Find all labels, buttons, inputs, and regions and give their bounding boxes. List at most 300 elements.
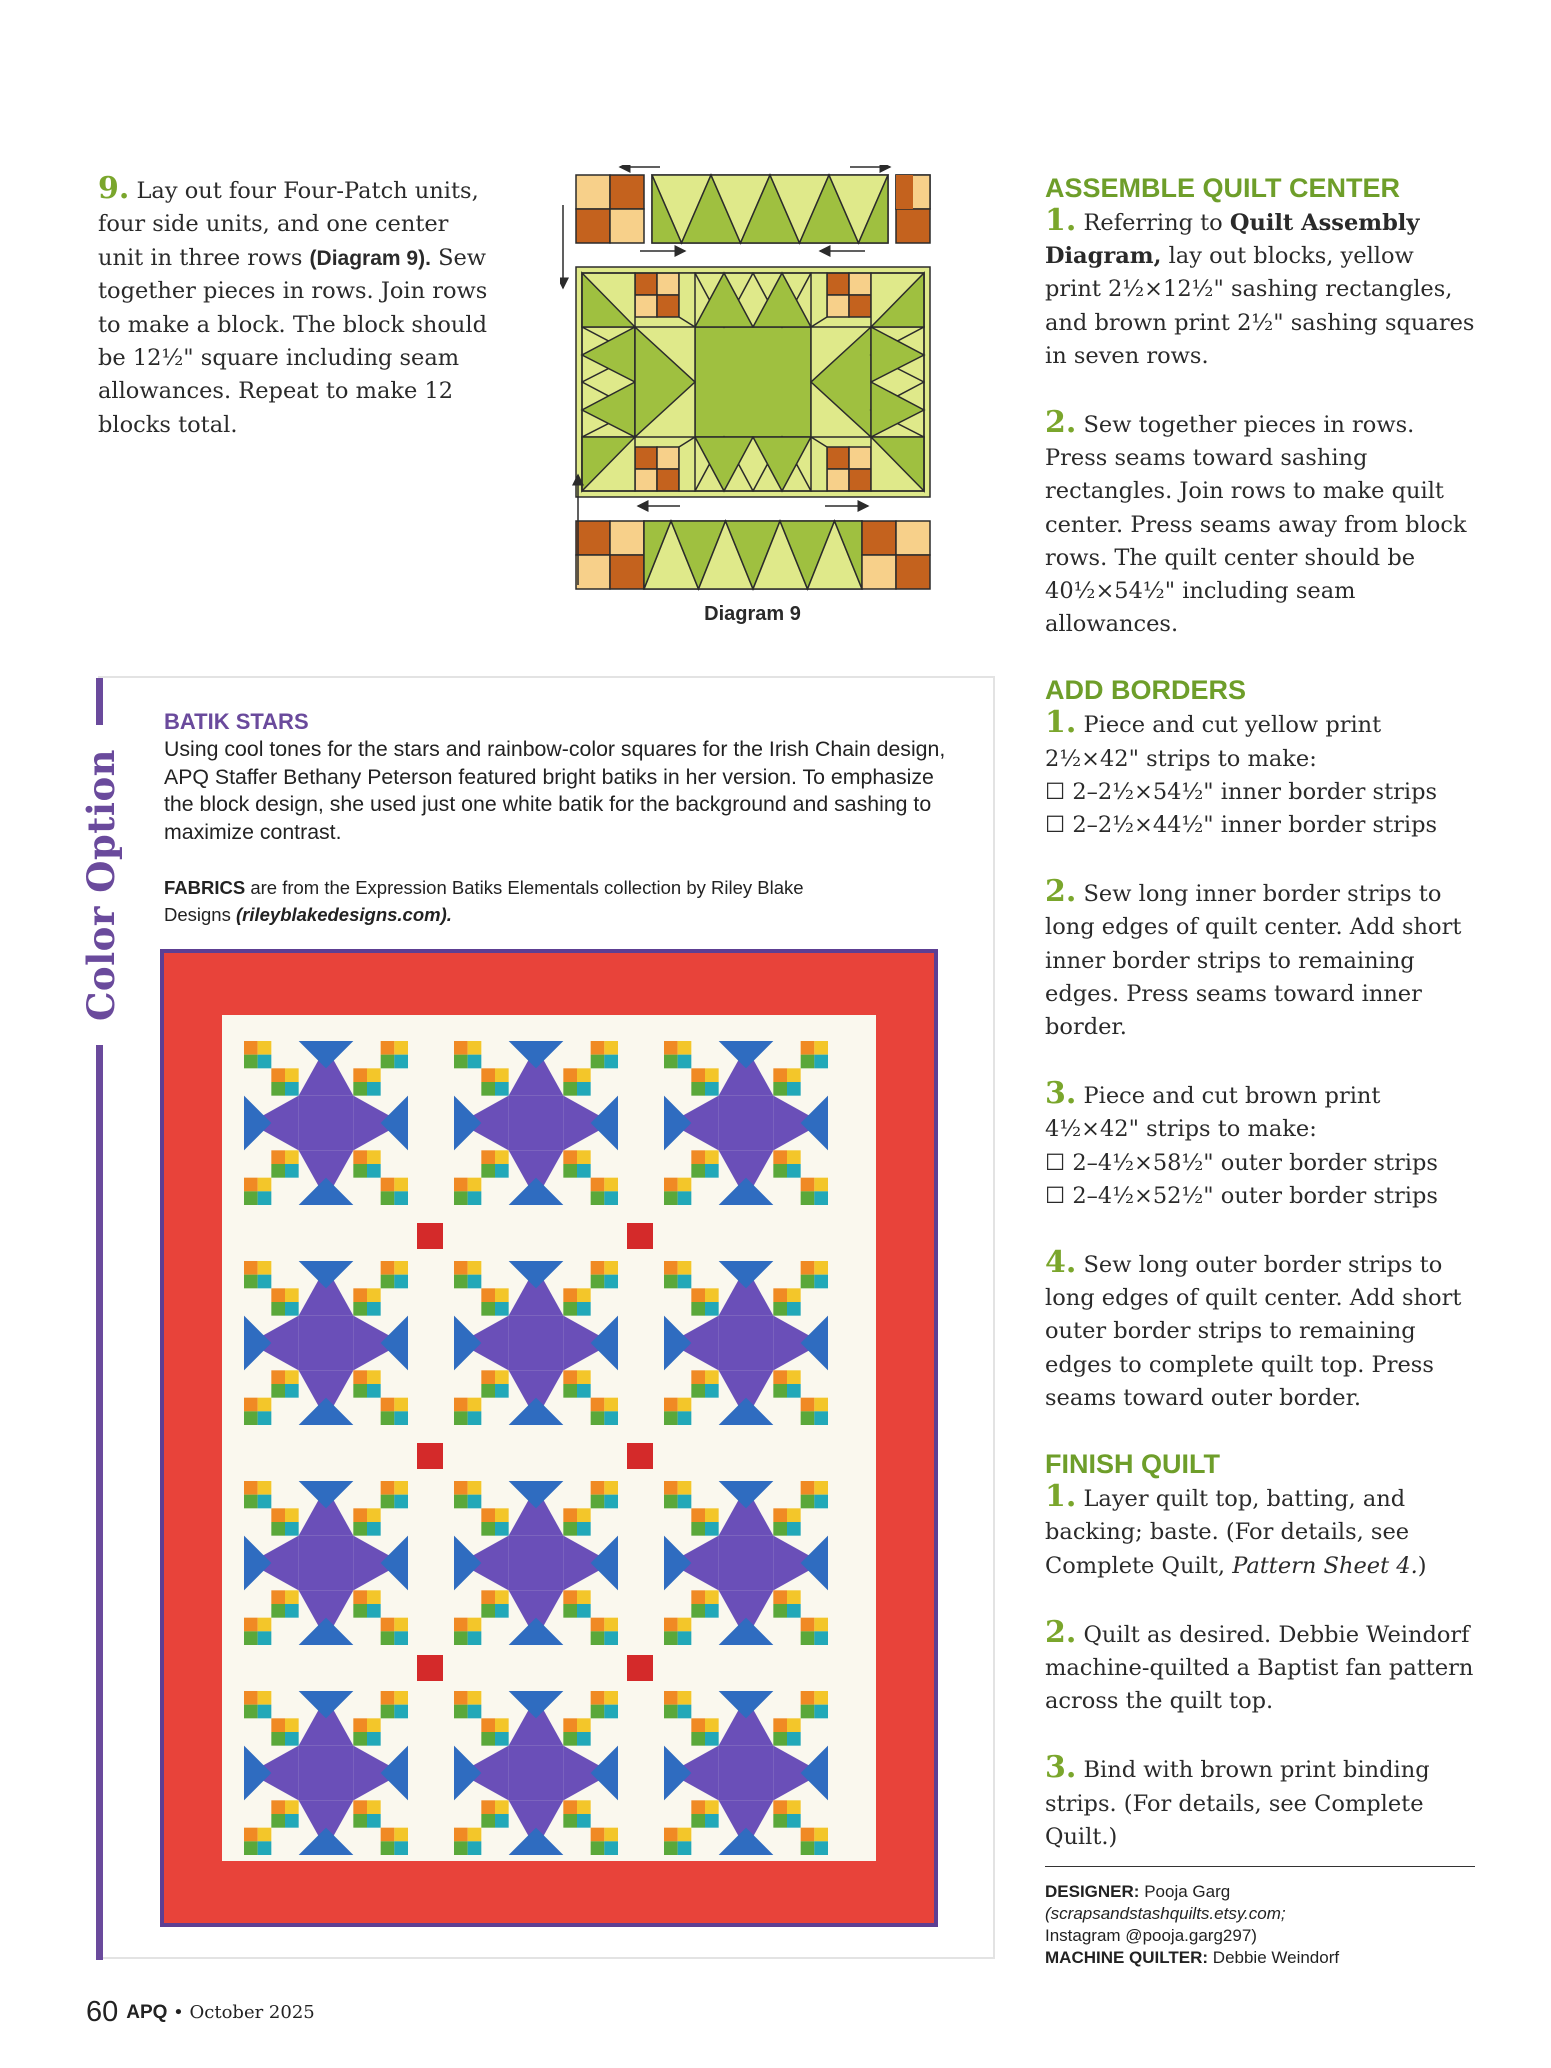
fabrics-label: FABRICS [164,877,246,898]
rainbow-square [258,1495,272,1509]
rainbow-square [244,1631,258,1645]
rainbow-square [258,1841,272,1855]
rainbow-square [814,1481,828,1495]
cut-list-item: ☐ 2–2½×44½" inner border strips [1045,812,1438,839]
rainbow-square [454,1261,468,1275]
rainbow-square [563,1068,577,1082]
step-text: Bind with brown print binding strips. (For details, see Complete Quilt.) [1045,1757,1430,1850]
step-number: 1. [1045,705,1077,741]
rainbow-square [664,1398,678,1412]
rainbow-square [801,1705,815,1719]
rainbow-square [577,1164,591,1178]
rainbow-square [678,1841,692,1855]
rainbow-square [678,1191,692,1205]
rainbow-square [454,1841,468,1855]
rainbow-square [258,1055,272,1069]
rainbow-square [577,1508,591,1522]
rainbow-square [495,1082,509,1096]
fabrics-credit [164,874,864,928]
diagram-reference: (Diagram 9). [309,246,431,270]
rainbow-square [367,1732,381,1746]
sashing-square [417,1223,443,1249]
rainbow-square [773,1604,787,1618]
rainbow-square [705,1604,719,1618]
step-text: Piece and cut brown print 4½×42" strips to make: [1045,1083,1381,1143]
rainbow-square [678,1481,692,1495]
rainbow-square [678,1261,692,1275]
footer-separator: • [167,2002,190,2023]
rainbow-square [678,1495,692,1509]
star-center [719,1746,774,1801]
rainbow-square [705,1150,719,1164]
rainbow-square [394,1495,408,1509]
rainbow-square [563,1370,577,1384]
rainbow-square [244,1411,258,1425]
rainbow-square [801,1828,815,1842]
rainbow-square [801,1618,815,1632]
rainbow-square [454,1398,468,1412]
rainbow-square [271,1370,285,1384]
rainbow-square [394,1618,408,1632]
step-number: 1. [1045,1479,1077,1515]
rainbow-square [801,1841,815,1855]
rainbow-square [244,1481,258,1495]
rainbow-square [577,1370,591,1384]
rainbow-square [787,1590,801,1604]
star-center [719,1096,774,1151]
rainbow-square [705,1718,719,1732]
rainbow-square [814,1631,828,1645]
rainbow-square [258,1261,272,1275]
rainbow-square [787,1082,801,1096]
rainbow-square [773,1302,787,1316]
rainbow-square [577,1522,591,1536]
rainbow-square [678,1411,692,1425]
rainbow-square [591,1481,605,1495]
step-text: Referring to [1076,210,1230,236]
page-footer [86,1996,315,2029]
rainbow-square [495,1370,509,1384]
rainbow-square [244,1705,258,1719]
rainbow-square [563,1384,577,1398]
rainbow-square [481,1522,495,1536]
rainbow-square [787,1288,801,1302]
rainbow-square [244,1041,258,1055]
rainbow-square [563,1718,577,1732]
rainbow-square [285,1800,299,1814]
rainbow-square [468,1191,482,1205]
rainbow-square [801,1191,815,1205]
rainbow-square [454,1705,468,1719]
rainbow-square [285,1718,299,1732]
sashing-square [627,1443,653,1469]
rainbow-square [381,1261,395,1275]
rainbow-square [367,1082,381,1096]
rainbow-square [563,1150,577,1164]
rainbow-square [367,1302,381,1316]
rainbow-square [381,1275,395,1289]
rainbow-square [244,1618,258,1632]
rainbow-square [787,1164,801,1178]
issue-date: October 2025 [189,2002,315,2023]
rainbow-square [244,1261,258,1275]
diagram-9 [560,165,945,635]
rainbow-square [285,1384,299,1398]
rainbow-square [705,1164,719,1178]
rainbow-square [577,1814,591,1828]
rainbow-square [787,1800,801,1814]
rainbow-square [367,1590,381,1604]
rainbow-square [271,1800,285,1814]
rainbow-square [271,1718,285,1732]
rainbow-square [468,1691,482,1705]
rainbow-square [244,1275,258,1289]
rainbow-square [814,1618,828,1632]
step-text: Sew together pieces in rows. Press seams toward sashing rectangles. Join rows to make quilt center. Press seams away from block rows. The quilt center should be 40½×54½" including seam allowances. [1045,412,1467,638]
rainbow-square [468,1828,482,1842]
rainbow-square [604,1055,618,1069]
rainbow-square [353,1508,367,1522]
step-text: Piece and cut yellow print 2½×42" strips to make: [1045,712,1382,772]
rainbow-square [604,1841,618,1855]
rainbow-square [244,1691,258,1705]
rainbow-square [454,1481,468,1495]
rainbow-square [814,1841,828,1855]
rainbow-square [481,1288,495,1302]
rainbow-square [591,1411,605,1425]
rainbow-square [691,1522,705,1536]
rainbow-square [664,1411,678,1425]
step-bold-reference: Quilt Assembly Diagram, [1045,210,1420,270]
rainbow-square [353,1384,367,1398]
rainbow-square [691,1590,705,1604]
magazine-brand: APQ [126,2002,168,2023]
rainbow-square [244,1495,258,1509]
rainbow-square [814,1055,828,1069]
rainbow-square [454,1275,468,1289]
rainbow-square [705,1814,719,1828]
designer-instagram: Instagram @pooja.garg297) [1045,1925,1257,1945]
rainbow-square [678,1631,692,1645]
rainbow-square [285,1590,299,1604]
rainbow-square [773,1508,787,1522]
rainbow-square [801,1275,815,1289]
rainbow-square [577,1150,591,1164]
fabrics-link: (rileyblakedesigns.com). [235,904,452,925]
rainbow-square [285,1604,299,1618]
rainbow-square [664,1495,678,1509]
rainbow-square [394,1841,408,1855]
rainbow-square [705,1370,719,1384]
rainbow-square [258,1631,272,1645]
rainbow-square [271,1522,285,1536]
rainbow-square [258,1705,272,1719]
rainbow-square [563,1164,577,1178]
rainbow-square [495,1814,509,1828]
sashing-square [417,1655,443,1681]
rainbow-square [591,1055,605,1069]
rainbow-square [481,1370,495,1384]
rainbow-square [604,1618,618,1632]
rainbow-square [705,1288,719,1302]
rainbow-square [367,1384,381,1398]
rainbow-square [814,1178,828,1192]
rainbow-square [577,1384,591,1398]
rainbow-square [353,1150,367,1164]
rainbow-square [353,1590,367,1604]
step-text: Layer quilt top, batting, and backing; baste. (For details, see Complete Quilt, [1045,1486,1410,1579]
rainbow-square [381,1411,395,1425]
rainbow-square [787,1384,801,1398]
rainbow-square [591,1705,605,1719]
rainbow-square [353,1604,367,1618]
rainbow-square [481,1718,495,1732]
rainbow-square [454,1631,468,1645]
rainbow-square [678,1828,692,1842]
step-9 [98,172,498,442]
rainbow-square [691,1164,705,1178]
rainbow-square [814,1261,828,1275]
rainbow-square [591,1691,605,1705]
rainbow-square [705,1590,719,1604]
rainbow-square [577,1718,591,1732]
rainbow-square [454,1411,468,1425]
rainbow-square [563,1590,577,1604]
star-center [299,1316,354,1371]
step-text-continued: lay out blocks, yellow print 2½×12½" sashing rectangles, and brown print 2½" sashing squares in seven rows. [1045,243,1475,369]
rainbow-square [244,1828,258,1842]
quilter-name: Debbie Weindorf [1208,1947,1340,1967]
rainbow-square [577,1068,591,1082]
star-center [509,1096,564,1151]
fabrics-text: are from the Expression Batiks Elementals collection by Riley Blake Designs [164,877,804,925]
rainbow-square [773,1590,787,1604]
rainbow-square [258,1691,272,1705]
rainbow-square [367,1718,381,1732]
rainbow-square [271,1590,285,1604]
rainbow-square [801,1691,815,1705]
rainbow-square [563,1732,577,1746]
rainbow-square [814,1828,828,1842]
rainbow-square [468,1618,482,1632]
rainbow-square [353,1718,367,1732]
rainbow-square [481,1732,495,1746]
step-text: Quilt as desired. Debbie Weindorf machine-quilted a Baptist fan pattern across the quilt top. [1045,1621,1474,1715]
designer-website: (scrapsandstashquilts.etsy.com; [1045,1903,1286,1923]
rainbow-square [381,1618,395,1632]
quilter-label: MACHINE QUILTER: [1045,1947,1209,1967]
rainbow-square [577,1732,591,1746]
rainbow-square [591,1841,605,1855]
rainbow-square [495,1732,509,1746]
rainbow-square [577,1302,591,1316]
rainbow-square [691,1370,705,1384]
rainbow-square [285,1082,299,1096]
rainbow-square [271,1164,285,1178]
rainbow-square [495,1590,509,1604]
rainbow-square [705,1522,719,1536]
rainbow-square [591,1275,605,1289]
rainbow-square [604,1631,618,1645]
rainbow-square [773,1288,787,1302]
rainbow-square [258,1398,272,1412]
rainbow-square [705,1384,719,1398]
rainbow-square [367,1370,381,1384]
rainbow-square [563,1288,577,1302]
rainbow-square [454,1191,468,1205]
rainbow-square [353,1732,367,1746]
instructions-column [1045,172,1475,1969]
rainbow-square [787,1814,801,1828]
rainbow-square [664,1191,678,1205]
rainbow-square [381,1481,395,1495]
rainbow-square [678,1705,692,1719]
rainbow-square [801,1495,815,1509]
rainbow-square [454,1178,468,1192]
rainbow-square [801,1631,815,1645]
rainbow-square [495,1384,509,1398]
rainbow-square [381,1841,395,1855]
rainbow-square [454,1691,468,1705]
rainbow-square [468,1631,482,1645]
star-center [719,1316,774,1371]
rainbow-square [353,1068,367,1082]
rainbow-square [468,1398,482,1412]
rainbow-square [468,1411,482,1425]
rainbow-square [381,1495,395,1509]
assemble-step-2 [1045,406,1475,641]
rainbow-square [258,1411,272,1425]
rainbow-square [801,1055,815,1069]
rainbow-square [468,1275,482,1289]
batik-stars-quilt-image [160,949,938,1927]
rainbow-square [271,1082,285,1096]
rainbow-square [394,1041,408,1055]
rainbow-square [468,1055,482,1069]
rainbow-square [285,1370,299,1384]
rainbow-square [691,1718,705,1732]
diagram-caption: Diagram 9 [704,603,801,625]
rainbow-square [691,1384,705,1398]
borders-step-4 [1045,1246,1475,1415]
step-number: 4. [1045,1245,1077,1281]
rainbow-square [801,1261,815,1275]
step-italic-reference: Pattern Sheet 4. [1232,1552,1418,1579]
rainbow-square [367,1522,381,1536]
rainbow-square [604,1828,618,1842]
rainbow-square [814,1275,828,1289]
rainbow-square [271,1384,285,1398]
star-center [509,1316,564,1371]
rainbow-square [481,1800,495,1814]
star-center [509,1746,564,1801]
rainbow-square [468,1041,482,1055]
cut-list-item: ☐ 2–4½×58½" outer border strips [1045,1149,1438,1176]
rainbow-square [271,1604,285,1618]
rainbow-square [468,1841,482,1855]
sashing-square [417,1443,443,1469]
rainbow-square [468,1495,482,1509]
rainbow-square [801,1411,815,1425]
rainbow-square [271,1302,285,1316]
rainbow-square [814,1398,828,1412]
rainbow-square [495,1302,509,1316]
step-text: Sew long inner border strips to long edges of quilt center. Add short inner border strips to remaining edges. Press seams toward inner border. [1045,881,1462,1041]
rainbow-square [394,1481,408,1495]
rainbow-square [664,1041,678,1055]
rainbow-square [773,1370,787,1384]
rainbow-square [664,1691,678,1705]
rainbow-square [481,1302,495,1316]
rainbow-square [285,1508,299,1522]
rainbow-square [787,1718,801,1732]
step-number: 2. [1045,1614,1077,1650]
rainbow-square [381,1828,395,1842]
rainbow-square [353,1082,367,1096]
rainbow-square [814,1705,828,1719]
rainbow-square [271,1732,285,1746]
finish-step-2 [1045,1616,1475,1719]
rainbow-square [353,1522,367,1536]
rainbow-square [258,1618,272,1632]
rainbow-square [664,1178,678,1192]
rainbow-square [394,1261,408,1275]
rainbow-square [664,1631,678,1645]
rainbow-square [271,1068,285,1082]
rainbow-square [591,1261,605,1275]
step-number: 3. [1045,1076,1077,1112]
sashing-square [627,1223,653,1249]
finish-step-3 [1045,1751,1475,1854]
rainbow-square [773,1522,787,1536]
rainbow-square [773,1068,787,1082]
rainbow-square [481,1508,495,1522]
step-number: 3. [1045,1750,1077,1786]
rainbow-square [367,1508,381,1522]
cut-list-item: ☐ 2–2½×54½" inner border strips [1045,778,1438,805]
rainbow-square [394,1055,408,1069]
assemble-step-1 [1045,204,1475,373]
rainbow-square [394,1411,408,1425]
rainbow-square [705,1068,719,1082]
rainbow-square [481,1814,495,1828]
rainbow-square [285,1164,299,1178]
rainbow-square [814,1191,828,1205]
rainbow-square [353,1288,367,1302]
rainbow-square [258,1178,272,1192]
rainbow-square [678,1055,692,1069]
rainbow-square [394,1178,408,1192]
step-number: 9. [98,171,130,206]
rainbow-square [664,1828,678,1842]
rainbow-square [705,1082,719,1096]
rainbow-square [705,1732,719,1746]
star-center [299,1746,354,1801]
rainbow-square [481,1604,495,1618]
rainbow-square [773,1164,787,1178]
rainbow-square [563,1082,577,1096]
borders-step-1 [1045,706,1475,842]
rainbow-square [691,1508,705,1522]
rainbow-square [367,1068,381,1082]
rainbow-square [563,1814,577,1828]
rainbow-square [381,1398,395,1412]
rainbow-square [787,1302,801,1316]
diagram-9-illustration [560,165,945,595]
rainbow-square [481,1082,495,1096]
rainbow-square [773,1150,787,1164]
rainbow-square [577,1082,591,1096]
